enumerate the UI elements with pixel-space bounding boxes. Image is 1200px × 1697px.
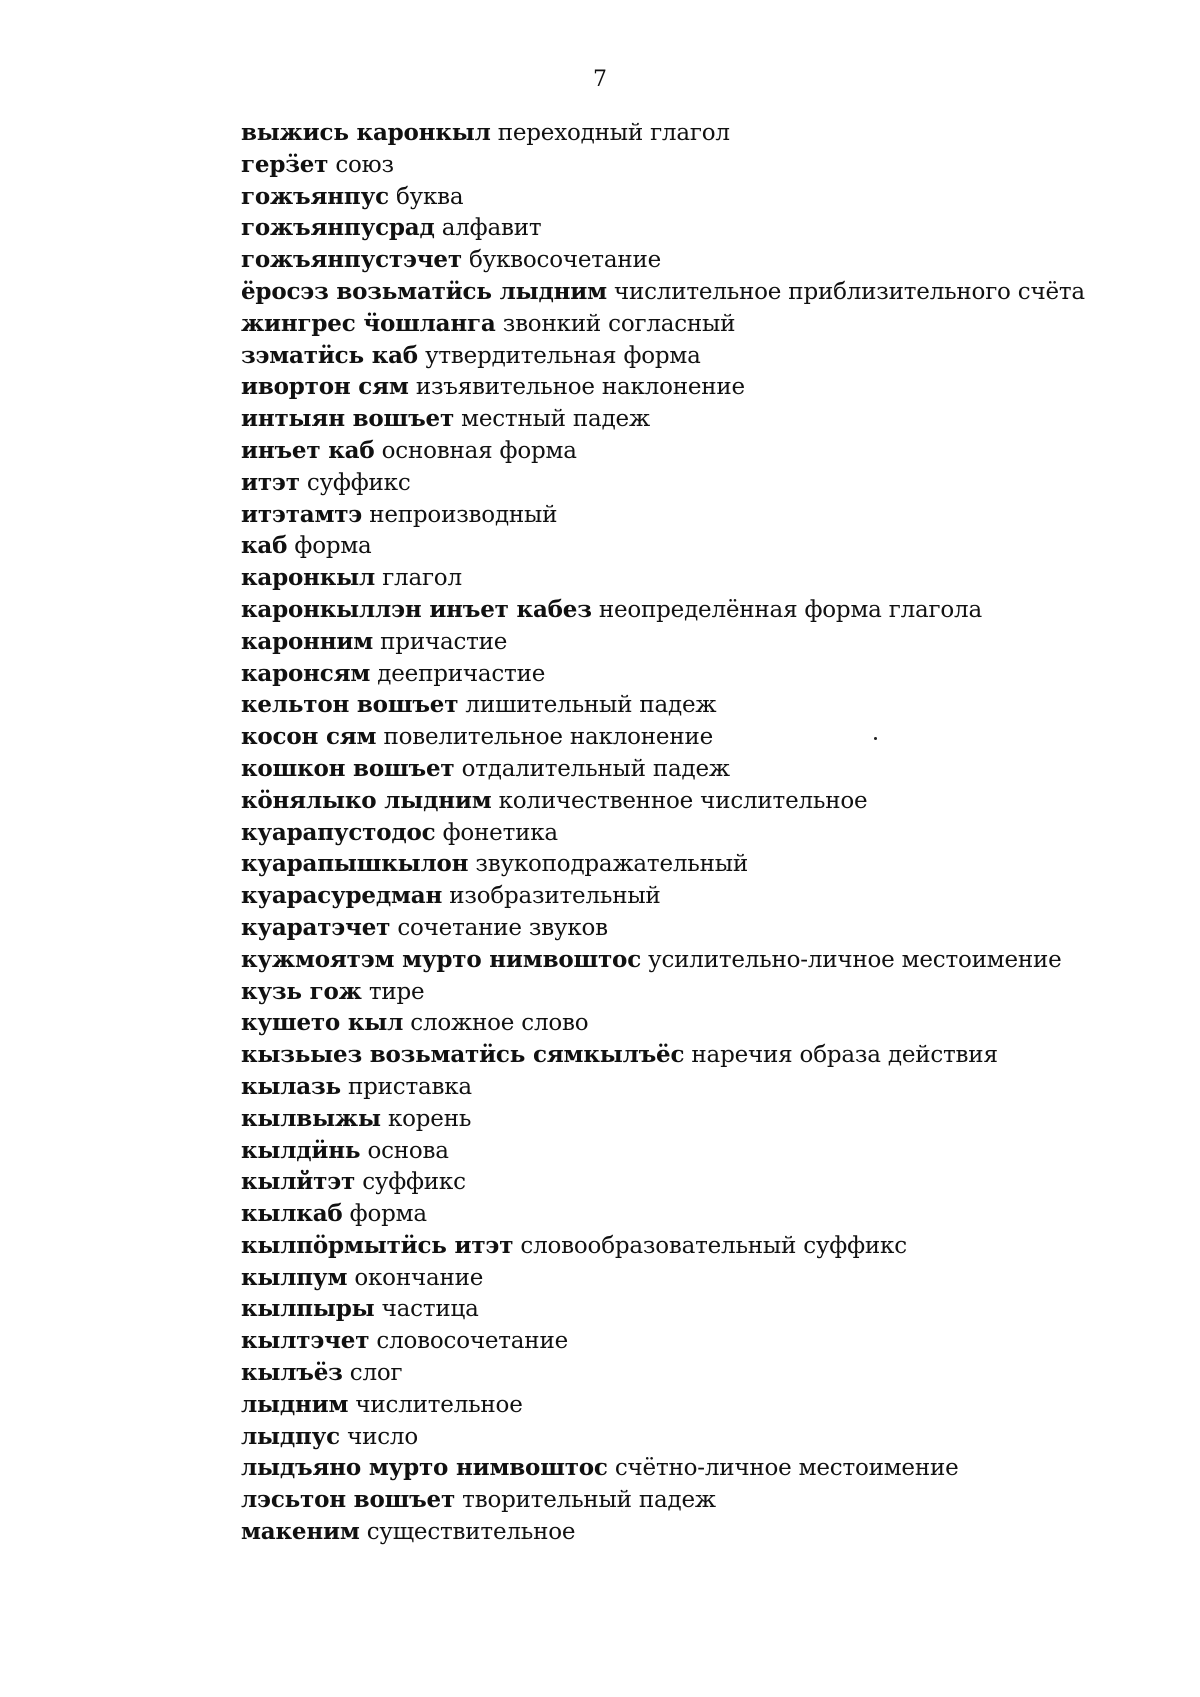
entry-definition: утвердительная форма	[425, 342, 701, 369]
glossary-entry	[241, 1135, 1141, 1167]
entry-definition: отдалительный падеж	[461, 755, 730, 782]
entry-term: лыдним	[241, 1390, 349, 1418]
entry-term: кылкаб	[241, 1200, 343, 1228]
glossary-entry	[241, 1516, 1141, 1548]
glossary-entry	[241, 1325, 1141, 1357]
glossary-entry	[241, 1357, 1141, 1389]
entry-definition: число	[347, 1423, 418, 1450]
glossary-entry	[241, 1198, 1141, 1230]
glossary-entry	[241, 212, 1141, 244]
entry-definition: звонкий согласный	[502, 310, 736, 337]
entry-term: кельтон вошъет	[241, 691, 459, 719]
entry-definition: слог	[349, 1360, 403, 1387]
page-number: 7	[593, 67, 607, 92]
entry-term: косон сям	[241, 723, 377, 751]
entry-definition: непроизводный	[369, 501, 558, 528]
glossary-entry	[241, 276, 1141, 308]
entry-definition: повелительное наклонение	[383, 724, 713, 751]
entry-term: куарапустодос	[241, 818, 436, 846]
entry-term: герӟет	[241, 150, 329, 178]
glossary-entry	[241, 244, 1141, 276]
entry-term: кылйтэт	[241, 1168, 356, 1196]
glossary-entry	[241, 499, 1141, 531]
entry-definition: корень	[387, 1105, 472, 1132]
entry-term: инъет каб	[241, 436, 375, 464]
glossary-entry	[241, 848, 1141, 880]
entry-term: макеним	[241, 1518, 360, 1546]
entry-term: итэт	[241, 468, 300, 496]
glossary-entry	[241, 1039, 1141, 1071]
entry-term: зэматӥсь каб	[241, 341, 418, 369]
glossary-entry	[241, 1230, 1141, 1262]
entry-term: каронним	[241, 627, 374, 655]
glossary-entry	[241, 1007, 1141, 1039]
entry-definition: алфавит	[441, 215, 542, 242]
entry-definition: деепричастие	[377, 660, 546, 687]
glossary-entry	[241, 880, 1141, 912]
entry-definition: сочетание звуков	[397, 914, 608, 941]
glossary-entry	[241, 1103, 1141, 1135]
entry-definition: звукоподражательный	[475, 851, 748, 878]
glossary-entry	[241, 721, 1141, 753]
entry-term: кушето кыл	[241, 1009, 404, 1037]
entry-term: кылпӧрмытӥсь итэт	[241, 1231, 514, 1259]
glossary-entry	[241, 1166, 1141, 1198]
entry-term: лыдпус	[241, 1422, 340, 1450]
glossary-entry	[241, 1262, 1141, 1294]
entry-term: гожъянпустэчет	[241, 246, 462, 274]
entry-term: кылазь	[241, 1072, 341, 1100]
glossary-entry	[241, 1071, 1141, 1103]
entry-term: кылтэчет	[241, 1327, 370, 1355]
entry-definition: числительное	[355, 1391, 523, 1418]
entry-definition: глагол	[382, 565, 462, 592]
glossary-entry	[241, 976, 1141, 1008]
entry-definition: основная форма	[381, 437, 577, 464]
glossary-entry	[241, 1421, 1141, 1453]
entry-term: кылпум	[241, 1263, 348, 1291]
glossary-entry	[241, 689, 1141, 721]
glossary-entry	[241, 530, 1141, 562]
scan-speck	[874, 737, 877, 740]
glossary-entry	[241, 562, 1141, 594]
entry-definition: словообразовательный суффикс	[520, 1232, 907, 1259]
entry-term: куаратэчет	[241, 913, 391, 941]
glossary-entry	[241, 340, 1141, 372]
glossary-entry	[241, 658, 1141, 690]
entry-term: ёросэз возьматӥсь лыдним	[241, 277, 607, 305]
entry-term: выжись каронкыл	[241, 119, 491, 146]
glossary-entry	[241, 1293, 1141, 1325]
entry-term: гожъянпус	[241, 182, 389, 210]
glossary-entry	[241, 117, 1141, 149]
entry-term: каронсям	[241, 659, 371, 687]
glossary-entry	[241, 912, 1141, 944]
entry-definition: местный падеж	[461, 406, 650, 433]
glossary-entry	[241, 1389, 1141, 1421]
entry-term: каб	[241, 532, 288, 560]
entry-term: интыян вошъет	[241, 405, 455, 433]
entry-term: кылдӥнь	[241, 1136, 361, 1164]
entry-term: кызьыез возьматӥсь сямкылъёс	[241, 1041, 685, 1069]
entry-definition: форма	[294, 533, 372, 560]
entry-definition: изобразительный	[449, 883, 661, 910]
entry-term: куарасуредман	[241, 882, 443, 910]
entry-definition: причастие	[380, 628, 508, 655]
glossary-entry	[241, 594, 1141, 626]
glossary-entry	[241, 817, 1141, 849]
entry-term: гожъянпусрад	[241, 214, 435, 242]
entry-definition: усилительно-личное местоимение	[648, 946, 1062, 973]
entry-definition: буква	[396, 183, 464, 210]
entry-definition: частица	[381, 1296, 479, 1323]
glossary-entry	[241, 1484, 1141, 1516]
glossary-entry	[241, 1452, 1141, 1484]
entry-definition: основа	[367, 1137, 449, 1164]
entry-term: куарапышкылон	[241, 850, 469, 878]
entry-term: кӧнялыко лыдним	[241, 786, 492, 814]
glossary-list	[241, 117, 1141, 1548]
glossary-entry	[241, 626, 1141, 658]
entry-definition: словосочетание	[376, 1328, 568, 1355]
entry-term: кужмоятэм мурто нимвоштос	[241, 945, 642, 973]
entry-definition: суффикс	[362, 1169, 466, 1196]
entry-definition: неопределённая форма глагола	[598, 596, 982, 623]
entry-definition: суффикс	[306, 469, 411, 496]
glossary-entry	[241, 467, 1141, 499]
entry-definition: союз	[335, 151, 394, 178]
entry-term: кылъёз	[241, 1359, 343, 1387]
entry-definition: лишительный падеж	[465, 692, 717, 719]
entry-term: жингрес ӵошланга	[241, 309, 496, 337]
entry-definition: тире	[368, 978, 425, 1005]
glossary-entry	[241, 371, 1141, 403]
entry-definition: изъявительное наклонение	[415, 374, 745, 401]
entry-definition: количественное числительное	[498, 787, 868, 814]
entry-term: кылвыжы	[241, 1104, 381, 1132]
glossary-entry	[241, 403, 1141, 435]
glossary-entry	[241, 435, 1141, 467]
entry-term: кузь гож	[241, 977, 362, 1005]
entry-term: кошкон вошъет	[241, 754, 455, 782]
entry-term: каронкыл	[241, 564, 376, 592]
entry-definition: существительное	[366, 1519, 576, 1546]
entry-term: ивортон сям	[241, 373, 409, 401]
entry-definition: окончание	[354, 1264, 484, 1291]
entry-term: лэсьтон вошъет	[241, 1486, 456, 1514]
entry-definition: числительное приблизительного счёта	[613, 278, 1085, 305]
glossary-entry	[241, 149, 1141, 181]
entry-definition: переходный глагол	[497, 120, 730, 146]
entry-definition: фонетика	[442, 819, 558, 846]
entry-term: лыдъяно мурто нимвоштос	[241, 1454, 608, 1482]
glossary-entry	[241, 308, 1141, 340]
entry-term: итэтамтэ	[241, 500, 363, 528]
entry-definition: приставка	[348, 1073, 472, 1100]
glossary-entry	[241, 181, 1141, 213]
entry-definition: буквосочетание	[469, 247, 662, 274]
entry-definition: творительный падеж	[462, 1487, 716, 1514]
entry-term: кылпыры	[241, 1295, 375, 1323]
glossary-entry	[241, 753, 1141, 785]
entry-definition: форма	[349, 1201, 427, 1228]
entry-definition: счётно-личное местоимение	[614, 1455, 959, 1482]
entry-term: каронкыллэн инъет кабез	[241, 595, 592, 623]
glossary-entry	[241, 944, 1141, 976]
entry-definition: сложное слово	[410, 1010, 589, 1037]
entry-definition: наречия образа действия	[691, 1042, 998, 1069]
glossary-entry	[241, 785, 1141, 817]
